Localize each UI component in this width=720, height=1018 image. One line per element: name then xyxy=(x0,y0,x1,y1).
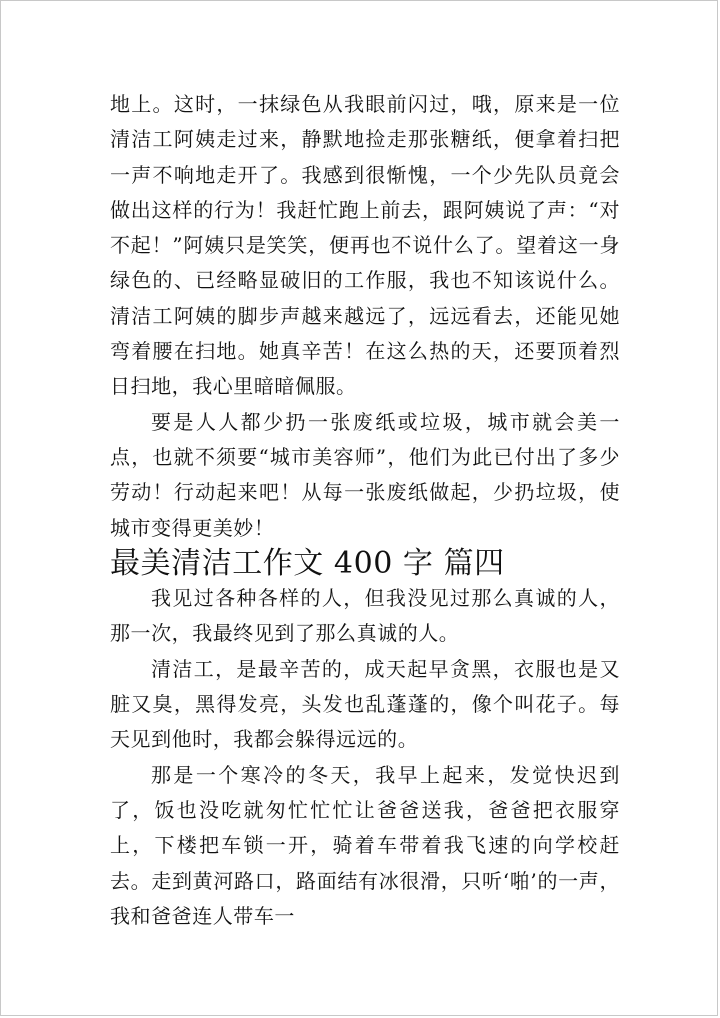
paragraph-intro: 我见过各种各样的人，但我没见过那么真诚的人，那一次，我最终见到了那么真诚的人。 xyxy=(110,586,620,646)
document-body xyxy=(110,87,620,934)
section-heading: 最美清洁工作文 400 字 篇四 xyxy=(110,545,505,581)
paragraph-call-to-action: 要是人人都少扔一张废纸或垃圾，城市就会美一点，也就不须要“城市美容师”，他们为此已付出了多少劳动！行动起来吧！从每一张废纸做起，少扔垃圾，使城市变得更美妙！ xyxy=(110,409,620,540)
paragraph-cleaner-description: 清洁工，是最辛苦的，成天起早贪黑，衣服也是又脏又臭，黑得发亮，头发也乱蓬蓬的，像个叫花子。每天见到他时，我都会躲得远远的。 xyxy=(110,656,620,752)
paragraph-winter-morning: 那是一个寒冷的冬天，我早上起来，发觉快迟到了，饭也没吃就匆忙忙忙让爸爸送我，爸爸把衣服穿上，下楼把车锁一开，骑着车带着我飞速的向学校赶去。走到黄河路口，路面结有冰很滑，只听‘啪’的一声，我和爸爸连人带车一 xyxy=(110,762,620,928)
paragraph-continued-story: 地上。这时，一抹绿色从我眼前闪过，哦，原来是一位清洁工阿姨走过来，静默地捡走那张糖纸，便拿着扫把一声不响地走开了。我感到很惭愧，一个少先队员竟会做出这样的行为！我赶忙跑上前去，跟阿姨说了声：“对不起！”阿姨只是笑笑，便再也不说什么了。望着这一身绿色的、已经略显破旧的工作服，我也不知该说什么。清洁工阿姨的脚步声越来越远了，远远看去，还能见她弯着腰在扫地。她真辛苦！在这么热的天，还要顶着烈日扫地，我心里暗暗佩服。 xyxy=(110,92,620,399)
